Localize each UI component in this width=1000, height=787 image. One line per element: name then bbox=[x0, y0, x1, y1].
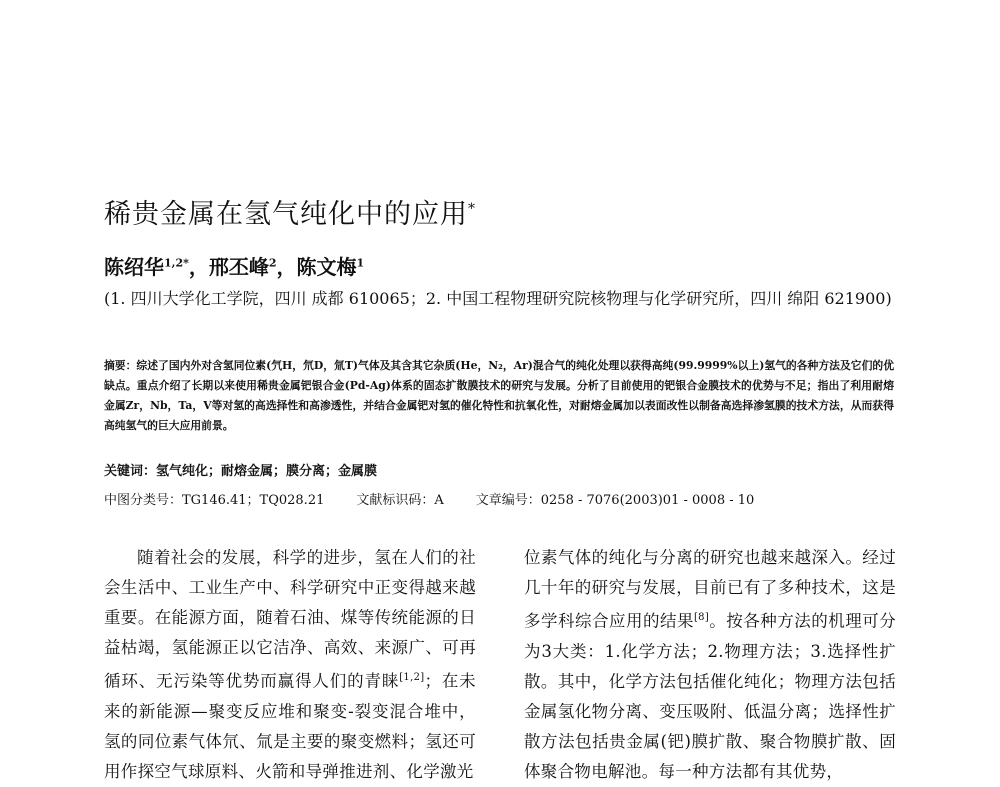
author-separator: ， bbox=[188, 255, 209, 279]
keywords: 关键词：氢气纯化；耐熔金属；膜分离；金属膜 bbox=[104, 464, 378, 479]
body-text: ；在未来的新能源—聚变反应堆和聚变-裂变混合堆中，氢的同位素气体氘、氚是主要的聚变燃料；氢还可用作探空气球原料、火箭和导弹推进剂、化学激光 bbox=[104, 671, 476, 781]
citation: [1,2] bbox=[399, 672, 425, 683]
author-affil-mark: 1,2* bbox=[164, 256, 189, 270]
clc-number: 中图分类号：TG146.41；TQ028.21 bbox=[104, 493, 325, 508]
author-name: 陈绍华 bbox=[104, 255, 164, 279]
author-name: 邢丕峰 bbox=[208, 255, 269, 279]
body-text: 。按各种方法的机理可分为3大类：1.化学方法；2.物理方法；3.选择性扩散。其中，化学方法包括催化纯化；物理方法包括金属氢化物分离、变压吸附、低温分离；选择性扩散方法包括贵金属(钯)膜扩散、聚合物膜扩散、固体聚合物电解池。每一种方法都有其优势， bbox=[524, 611, 896, 781]
author-separator: ， bbox=[276, 255, 297, 279]
abstract: 摘要：综述了国内外对含氢同位素(氕H，氘D，氚T)气体及其含其它杂质(He，N₂，Ar)混合气的纯化处理以获得高纯(99.9999%以上)氢气的各种方法及它们的优缺点。重点介绍了长期以来使用稀贵金属钯银合金(Pd-Ag)体系的固态扩散膜技术的研究与发展。分析了目前使用的钯银合金膜技术的优势与不足；指出了利用耐熔金属Zr，Nb，Ta，V等对氢的高选择性和高渗透性，并结合金属钯对氢的催化特性和抗氧化性，对耐熔金属加以表面改性以制备高选择渗氢膜的技术方法，从而获得高纯氢气的巨大应用前景。 bbox=[104, 359, 894, 432]
body-column-left bbox=[104, 543, 476, 787]
author-affil-mark: 2 bbox=[268, 256, 277, 270]
body-text: 位素气体的纯化与分离的研究也越来越深入。经过几十年的研究与发展，目前已有了多种技术，这是多学科综合应用的结果 bbox=[524, 548, 896, 631]
classification-line bbox=[104, 489, 786, 508]
body-text: 随着社会的发展，科学的进步，氢在人们的社会生活中、工业生产中、科学研究中正变得越来越重要。在能源方面，随着石油、煤等传统能源的日益枯竭，氢能源正以它洁净、高效、来源广、可再循环、无污染等优势而赢得人们的青睐 bbox=[104, 548, 476, 691]
affiliation: (1. 四川大学化工学院，四川 成都 610065；2. 中国工程物理研究院核物理与化学研究所，四川 绵阳 621900) bbox=[104, 289, 892, 308]
body-column-right bbox=[524, 543, 896, 787]
citation: [8] bbox=[693, 612, 710, 623]
author-list bbox=[104, 251, 364, 280]
title-footnote-mark: * bbox=[468, 201, 476, 217]
paper-title bbox=[104, 192, 476, 231]
document-code: 文献标识码：A bbox=[356, 493, 444, 508]
article-number: 文章编号：0258 - 7076(2003)01 - 0008 - 10 bbox=[475, 493, 755, 508]
author-name: 陈文梅 bbox=[296, 255, 357, 279]
paper-title-text: 稀贵金属在氢气纯化中的应用 bbox=[104, 199, 468, 230]
author-affil-mark: 1 bbox=[356, 256, 365, 270]
